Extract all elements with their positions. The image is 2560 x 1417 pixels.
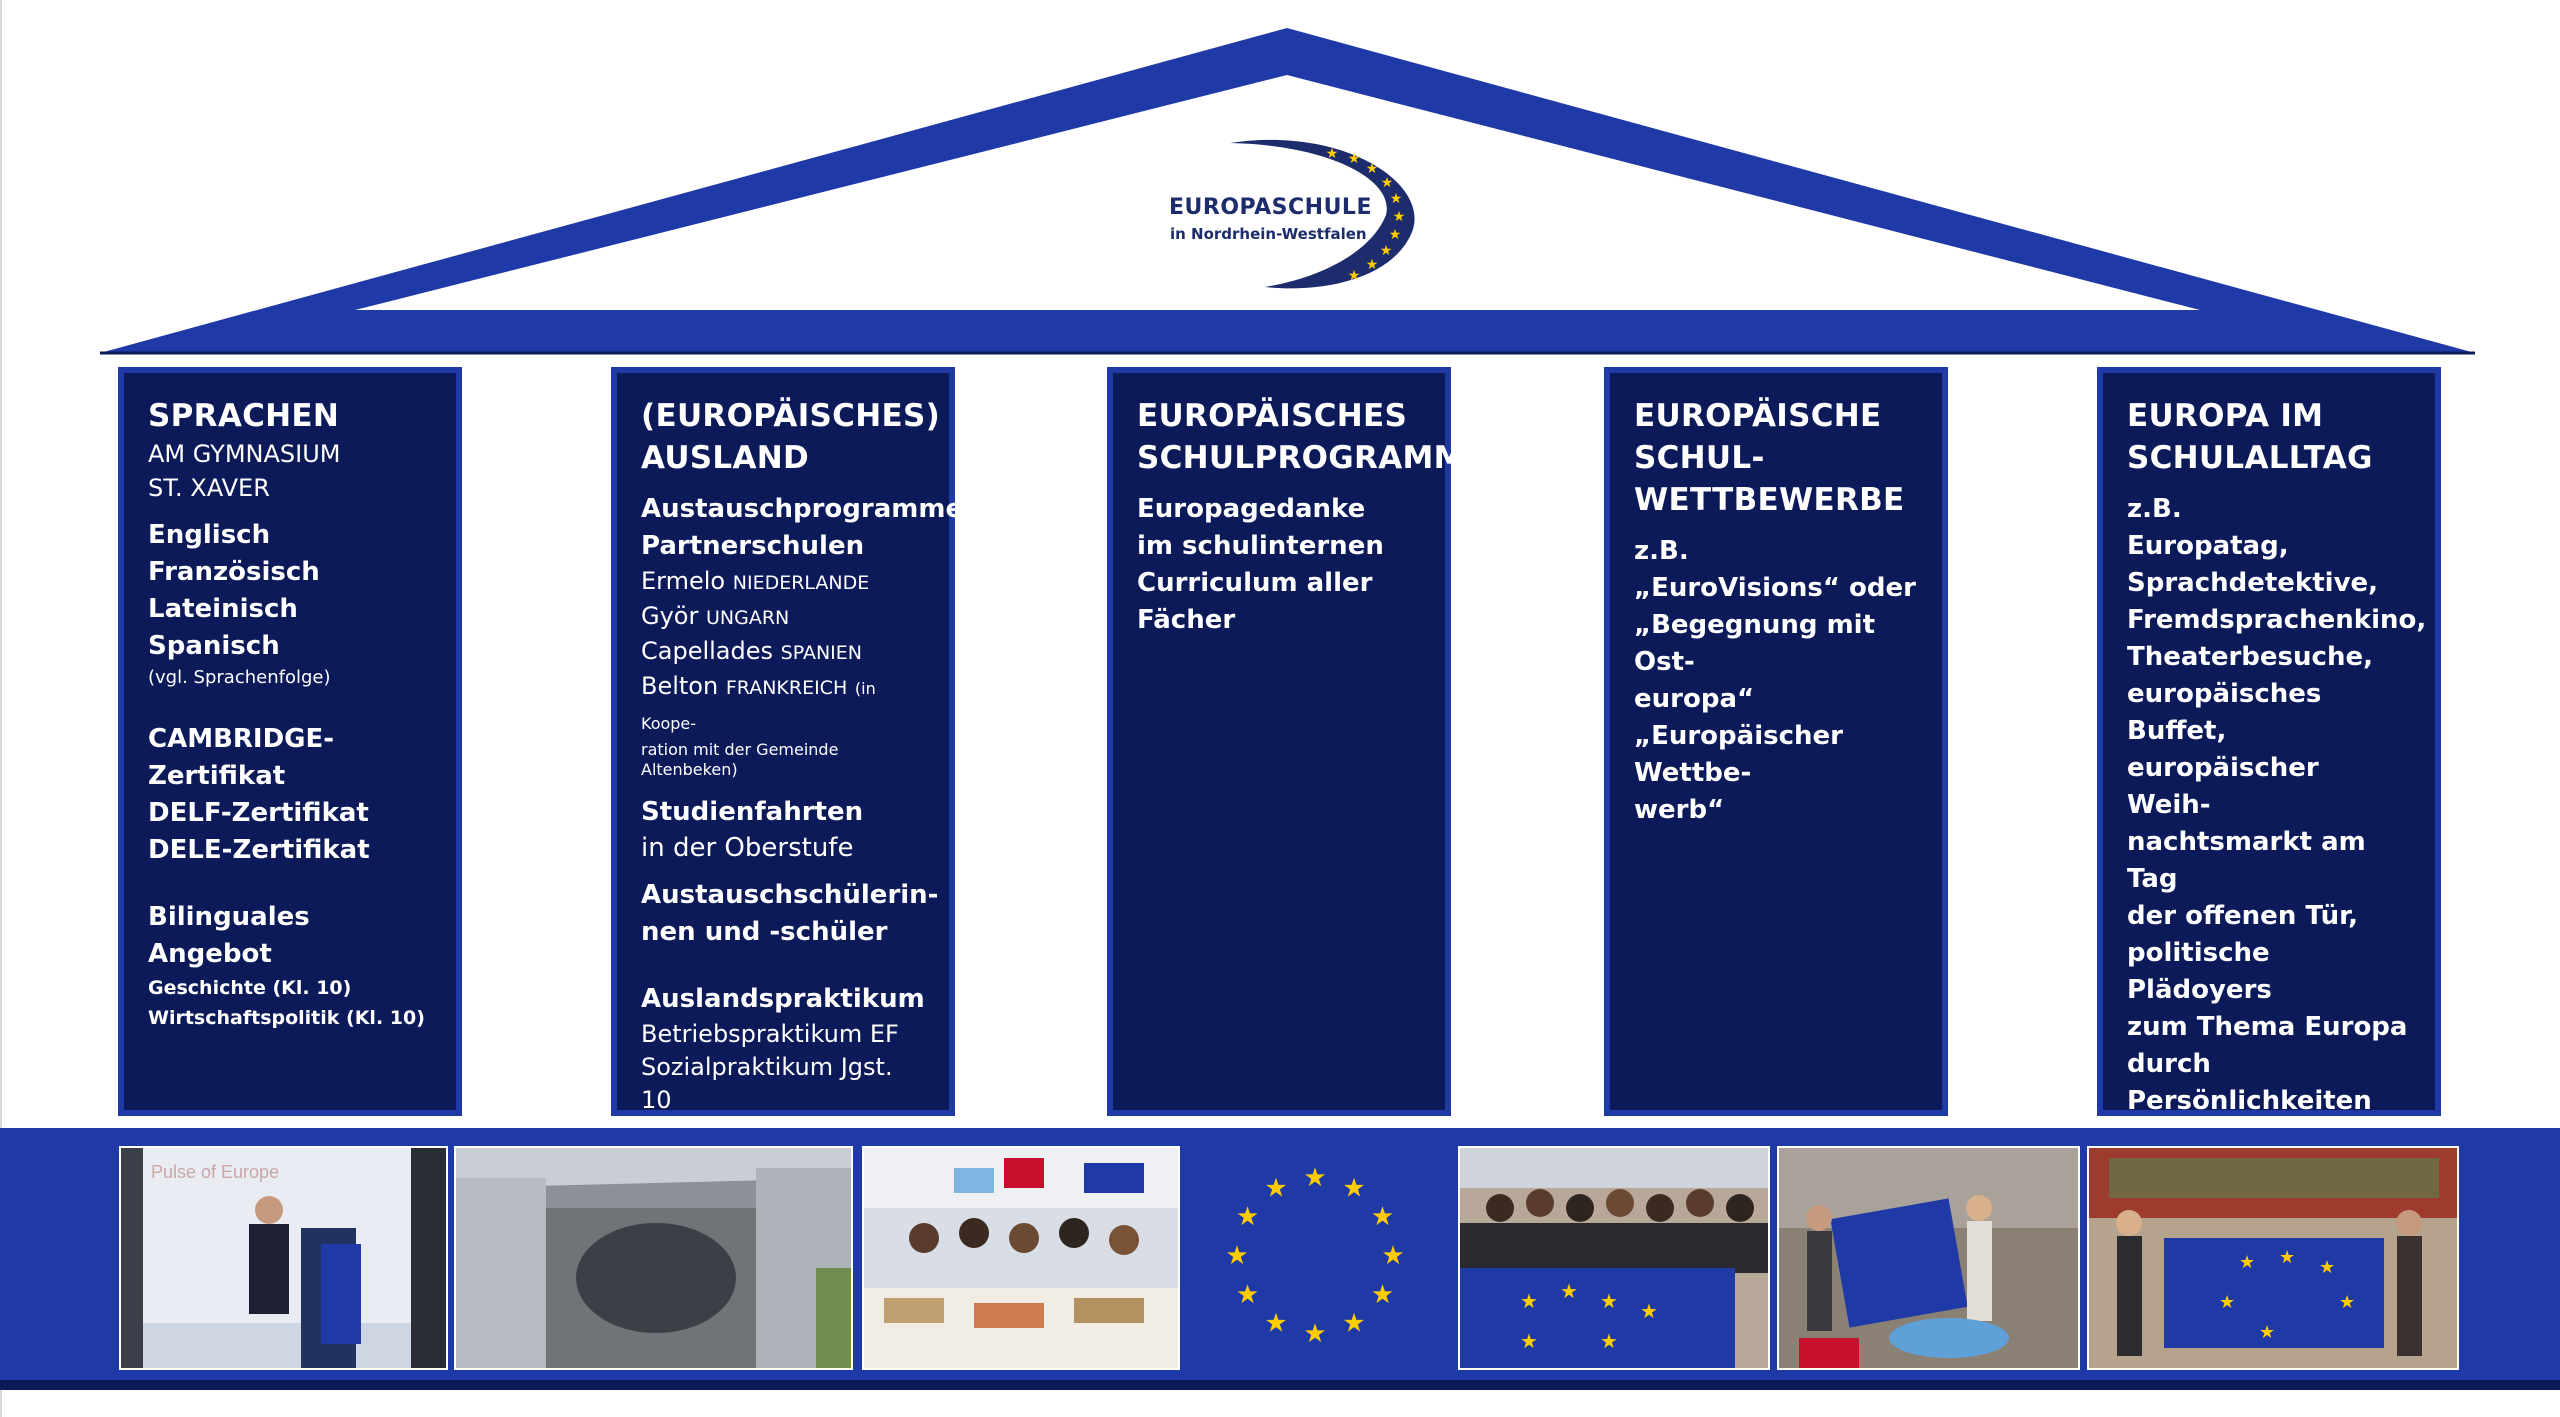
svg-text:★: ★ <box>1600 1329 1618 1353</box>
award-ceremony-photo <box>2087 1146 2459 1370</box>
buffet-photo <box>862 1146 1180 1370</box>
logo-star-icon: ★ <box>1325 146 1339 162</box>
body-line: „EuroVisions“ oder <box>1634 573 1916 603</box>
body-line: z.B. <box>2127 494 2182 524</box>
svg-text:★: ★ <box>2259 1322 2276 1343</box>
eu-star-icon: ★ <box>1235 1280 1260 1310</box>
body-line: der offenen Tür, <box>2127 901 2359 931</box>
pillar-title: EUROPÄISCHES <box>1137 398 1408 434</box>
body-line: politische Plädoyers <box>2127 938 2272 1005</box>
logo-title: EUROPASCHULE <box>1169 195 1372 220</box>
certificate-item: CAMBRIDGE-Zertifikat <box>148 724 335 791</box>
logo-subtitle: in Nordrhein-Westfalen <box>1170 225 1367 243</box>
language-item: Englisch <box>148 520 271 550</box>
body-line: zum Thema Europa <box>2127 1012 2408 1042</box>
certificate-item: DELF-Zertifikat <box>148 798 369 828</box>
body-line: „Europäischer Wettbe- <box>1634 721 1843 788</box>
eu-star-icon: ★ <box>1370 1202 1395 1232</box>
eu-star-icon: ★ <box>1235 1202 1260 1232</box>
certificate-item: DELE-Zertifikat <box>148 835 370 865</box>
pillar-school-program <box>1107 367 1465 1116</box>
pillar-title: AUSLAND <box>641 440 810 476</box>
languages-note: (vgl. Sprachenfolge) <box>148 667 331 688</box>
language-item: Spanisch <box>148 631 280 661</box>
exchange-item: Partnerschulen <box>641 531 865 561</box>
eu-star-icon: ★ <box>1370 1280 1395 1310</box>
logo-star-icon: ★ <box>1392 209 1406 225</box>
body-line: durch Persönlichkeiten <box>2127 1049 2372 1116</box>
flag-parade-photo <box>1777 1146 2080 1370</box>
pillar-title: EUROPÄISCHE <box>1634 398 1882 434</box>
bilingual-item: Geschichte (Kl. 10) <box>148 977 352 999</box>
pillar-school-life <box>2097 367 2441 1116</box>
pillar-title: (EUROPÄISCHES) <box>641 398 941 434</box>
bilingual-title: Bilinguales Angebot <box>148 902 310 969</box>
trips-title: Studienfahrten <box>641 797 864 827</box>
partner-item: Ermelo NIEDERLANDE <box>641 567 870 595</box>
body-line: z.B. <box>1634 536 1689 566</box>
language-item: Französisch <box>148 557 320 587</box>
partner-item: Capellades SPANIEN <box>641 637 862 665</box>
students-item: nen und -schüler <box>641 917 888 947</box>
pillar-subtitle: ST. XAVER <box>148 474 270 502</box>
band-bottom-strip <box>0 1380 2560 1390</box>
europaschule-logo <box>1150 135 1430 295</box>
body-line: Theaterbesuche, <box>2127 642 2373 672</box>
logo-star-icon: ★ <box>1347 268 1361 284</box>
internship-item: Sozialpraktikum Jgst. 10 <box>641 1053 893 1114</box>
logo-star-icon: ★ <box>1365 161 1379 177</box>
body-line: werb“ <box>1634 795 1725 825</box>
pillar-title: SPRACHEN <box>148 398 340 434</box>
svg-text:★: ★ <box>1520 1289 1538 1313</box>
body-line: europa“ <box>1634 684 1755 714</box>
eu-star-icon: ★ <box>1303 1319 1327 1349</box>
schoolyard-aerial-photo <box>454 1146 853 1370</box>
exchange-item: Austauschprogramme <box>641 494 964 524</box>
body-line: europäisches Buffet, <box>2127 679 2322 746</box>
eu-star-icon: ★ <box>1264 1308 1288 1339</box>
svg-text:★: ★ <box>1640 1299 1658 1323</box>
students-item: Austauschschülerin- <box>641 880 939 910</box>
pillar-competitions <box>1604 367 1948 1116</box>
logo-star-icon: ★ <box>1389 191 1403 207</box>
group-flag-photo <box>1458 1146 1770 1370</box>
trips-subtitle: in der Oberstufe <box>641 833 854 863</box>
logo-star-icon: ★ <box>1379 243 1393 259</box>
body-line: Europagedanke <box>1137 494 1366 524</box>
body-line: Sprachdetektive, <box>2127 568 2379 598</box>
svg-text:★: ★ <box>2339 1292 2356 1313</box>
language-item: Lateinisch <box>148 594 298 624</box>
speaker-photo <box>119 1146 448 1370</box>
pillar-title: WETTBEWERBE <box>1634 482 1905 518</box>
internship-item: Betriebspraktikum EF <box>641 1020 899 1048</box>
logo-star-icon: ★ <box>1347 151 1361 167</box>
body-line: im schulinternen <box>1137 531 1384 561</box>
svg-text:★: ★ <box>2279 1247 2296 1268</box>
svg-text:★: ★ <box>2239 1252 2256 1273</box>
eu-star-icon: ★ <box>1342 1173 1366 1204</box>
body-line: nachtsmarkt am Tag <box>2127 827 2366 894</box>
body-line: europäischer Weih- <box>2127 753 2319 820</box>
svg-text:★: ★ <box>2319 1257 2336 1278</box>
eu-star-icon: ★ <box>1381 1241 1405 1271</box>
partner-item: Györ UNGARN <box>641 602 790 630</box>
eu-star-icon: ★ <box>1264 1173 1288 1204</box>
partner-item: Belton FRANKREICH (in Koope- <box>641 672 876 733</box>
logo-star-icon: ★ <box>1380 175 1394 191</box>
body-line: Curriculum aller <box>1137 568 1373 598</box>
bilingual-item: Wirtschaftspolitik (Kl. 10) <box>148 1007 425 1029</box>
eu-flag-emblem <box>1200 1150 1430 1370</box>
body-line: Fremdsprachenkino, <box>2127 605 2427 635</box>
pillar-languages <box>118 367 462 1116</box>
svg-text:★: ★ <box>2219 1292 2236 1313</box>
pillar-title: EUROPA IM <box>2127 398 2324 434</box>
eu-stars-circle <box>1225 1163 1404 1349</box>
body-line: Europatag, <box>2127 531 2289 561</box>
eu-star-icon: ★ <box>1303 1163 1327 1193</box>
internship-title: Auslandspraktikum <box>641 984 925 1014</box>
photo-caption: Pulse of Europe <box>151 1162 280 1182</box>
body-line: „Begegnung mit Ost- <box>1634 610 1876 677</box>
partner-note: ration mit der Gemeinde Altenbeken) <box>641 740 839 779</box>
pillar-title: SCHULPROGRAMM <box>1137 440 1465 476</box>
logo-star-icon: ★ <box>1365 257 1379 273</box>
eu-star-icon: ★ <box>1342 1308 1366 1339</box>
pillar-abroad <box>611 367 964 1116</box>
svg-text:★: ★ <box>1520 1329 1538 1353</box>
pillar-subtitle: AM GYMNASIUM <box>148 440 341 468</box>
pillar-title: SCHUL- <box>1634 440 1765 476</box>
svg-text:★: ★ <box>1560 1279 1578 1303</box>
svg-text:★: ★ <box>1600 1289 1618 1313</box>
logo-star-icon: ★ <box>1388 227 1402 243</box>
pillar-title: SCHULALLTAG <box>2127 440 2373 476</box>
eu-star-icon: ★ <box>1225 1241 1249 1271</box>
body-line: Fächer <box>1137 605 1236 635</box>
